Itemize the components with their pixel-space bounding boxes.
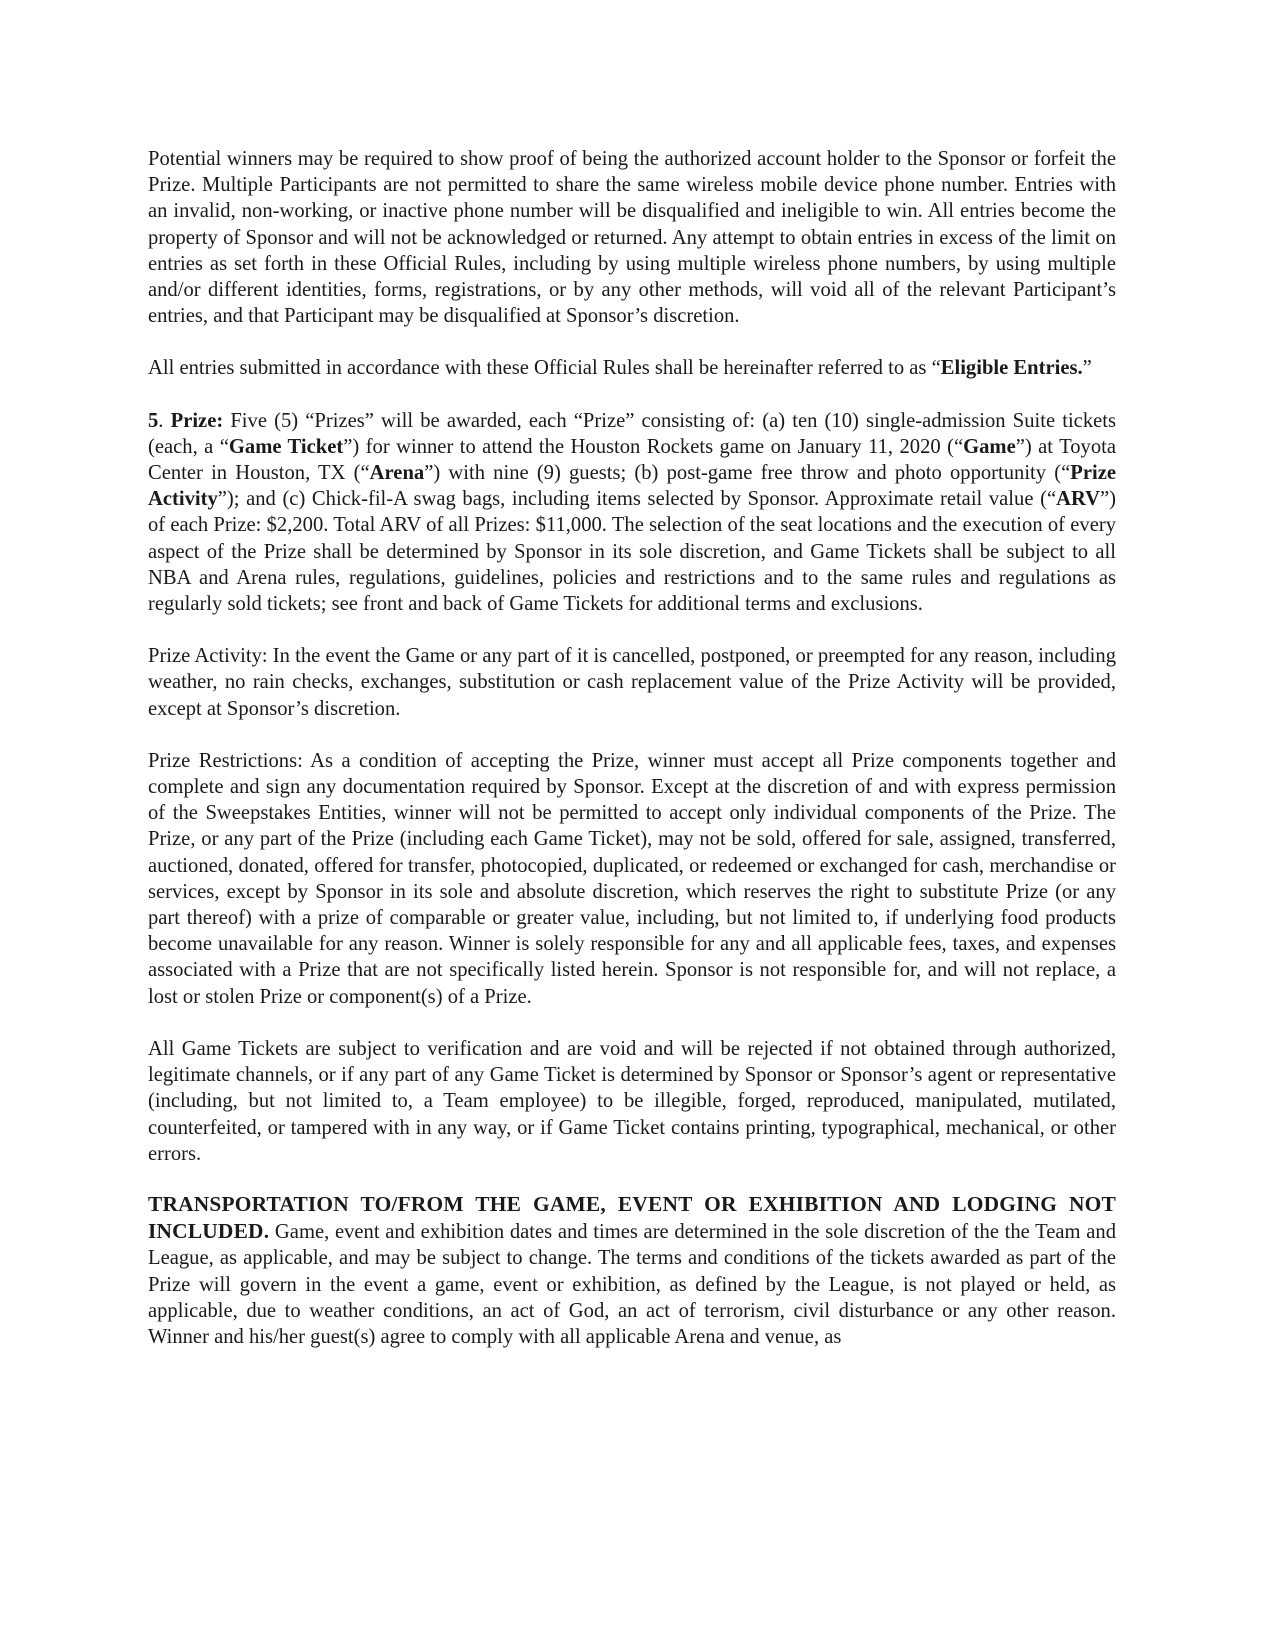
section-heading-prize: Prize: xyxy=(170,409,224,432)
paragraph-text: All entries submitted in accordance with these Official Rules shall be hereinafter referred to as “ xyxy=(148,357,941,380)
paragraph-proof-of-account xyxy=(148,146,1116,329)
paragraph-text: ”) of each Prize: $2,200. Total ARV of all Prizes: $11,000. The selection of the seat locations and the execution of every aspect of the Prize shall be determined by Sponsor in its sole discretion, and Game Tickets shall be subject to all NBA and Arena rules, regulations, guidelines, policies and restrictions and to the same rules and regulations as regularly sold tickets; see front and back of Game Tickets for additional terms and exclusions. xyxy=(148,488,1116,616)
paragraph-text: All Game Tickets are subject to verification and are void and will be rejected if not obtained through authorized, legitimate channels, or if any part of any Game Ticket is determined by Sponsor or Sponsor’s agent or representative (including, but not limited to, a Team employee) to be illegible, forged, reproduced, manipulated, mutilated, counterfeited, or tampered with in any way, or if Game Ticket contains printing, typographical, mechanical, or other errors. xyxy=(148,1037,1116,1165)
defined-term-eligible-entries: Eligible Entries. xyxy=(940,357,1083,380)
paragraph-text: Game, event and exhibition dates and times are determined in the sole discretion of the the Team and League, as applicable, and may be subject to change. The terms and conditions of the tickets awarded as part of the Prize will govern in the event a game, event or exhibition, as defined by the League, is not played or held, as applicable, due to weather conditions, an act of God, an act of terrorism, civil disturbance or any other reason. Winner and his/her guest(s) agree to comply with all applicable Arena and venue, as xyxy=(148,1221,1116,1348)
defined-term-game-ticket: Game Ticket xyxy=(228,435,344,458)
paragraph-text: ”) for winner to attend the Houston Rockets game on January 11, 2020 (“ xyxy=(343,435,964,458)
paragraph-prize-restrictions xyxy=(148,748,1116,1010)
defined-term-prize-activity: Prize Activity xyxy=(148,462,1116,511)
paragraph-game-tickets-verification xyxy=(148,1036,1116,1167)
paragraph-prize-activity xyxy=(148,643,1116,722)
section-number: 5 xyxy=(148,409,159,432)
paragraph-eligible-entries xyxy=(148,355,1116,381)
paragraph-text: Prize Restrictions: As a condition of accepting the Prize, winner must accept all Prize components together and complete and sign any documentation required by Sponsor. Except at the discretion of and with express permission of the Sweepstakes Entities, winner will not be permitted to accept only individual components of the Prize. The Prize, or any part of the Prize (including each Game Ticket), may not be sold, offered for sale, assigned, transferred, auctioned, donated, offered for transfer, photocopied, duplicated, or redeemed or exchanged for cash, merchandise or services, except by Sponsor in its sole and absolute discretion, which reserves the right to substitute Prize (or any part thereof) with a prize of comparable or greater value, including, but not limited to, if underlying food products become unavailable for any reason. Winner is solely responsible for any and all applicable fees, taxes, and expenses associated with a Prize that are not specifically listed herein. Sponsor is not responsible for, and will not replace, a lost or stolen Prize or component(s) of a Prize. xyxy=(148,749,1116,1008)
defined-term-game: Game xyxy=(963,435,1016,458)
paragraph-text: Potential winners may be required to show proof of being the authorized account holder to the Sponsor or forfeit the Prize. Multiple Participants are not permitted to share the same wireless mobile device phone number. Entries with an invalid, non-working, or inactive phone number will be disqualified and ineligible to win. All entries become the property of Sponsor and will not be acknowledged or returned. Any attempt to obtain entries in excess of the limit on entries as set forth in these Official Rules, including by using multiple wireless phone numbers, by using multiple and/or different identities, forms, registrations, or by any other methods, will void all of the relevant Participant’s entries, and that Participant may be disqualified at Sponsor’s discretion. xyxy=(148,148,1116,328)
section-5-prize xyxy=(148,408,1116,618)
paragraph-text: ”); and (c) Chick-fil-A swag bags, including items selected by Sponsor. Approximate retail value (“ xyxy=(217,488,1057,511)
paragraph-text: ”) at Toyota Center in Houston, TX (“ xyxy=(148,435,1116,485)
paragraph-transportation xyxy=(148,1191,1116,1350)
paragraph-text: . xyxy=(158,409,171,432)
paragraph-text: Five (5) “Prizes” will be awarded, each “Prize” consisting of: (a) ten (10) single-admission Suite tickets (each, a “ xyxy=(148,409,1116,458)
transportation-heading: TRANSPORTATION TO/FROM THE GAME, EVENT OR EXHIBITION AND LODGING NOT INCLUDED. xyxy=(148,1191,1116,1244)
defined-term-arena: Arena xyxy=(369,462,425,485)
paragraph-text: ”) with nine (9) guests; (b) post-game free throw and photo opportunity (“ xyxy=(424,462,1071,485)
paragraph-text: ” xyxy=(1082,357,1092,380)
defined-term-arv: ARV xyxy=(1056,488,1100,511)
document-page xyxy=(148,146,1116,1376)
paragraph-text: Prize Activity: In the event the Game or any part of it is cancelled, postponed, or preempted for any reason, including weather, no rain checks, exchanges, substitution or cash replacement value of the Prize Activity will be provided, except at Sponsor’s discretion. xyxy=(148,645,1116,720)
